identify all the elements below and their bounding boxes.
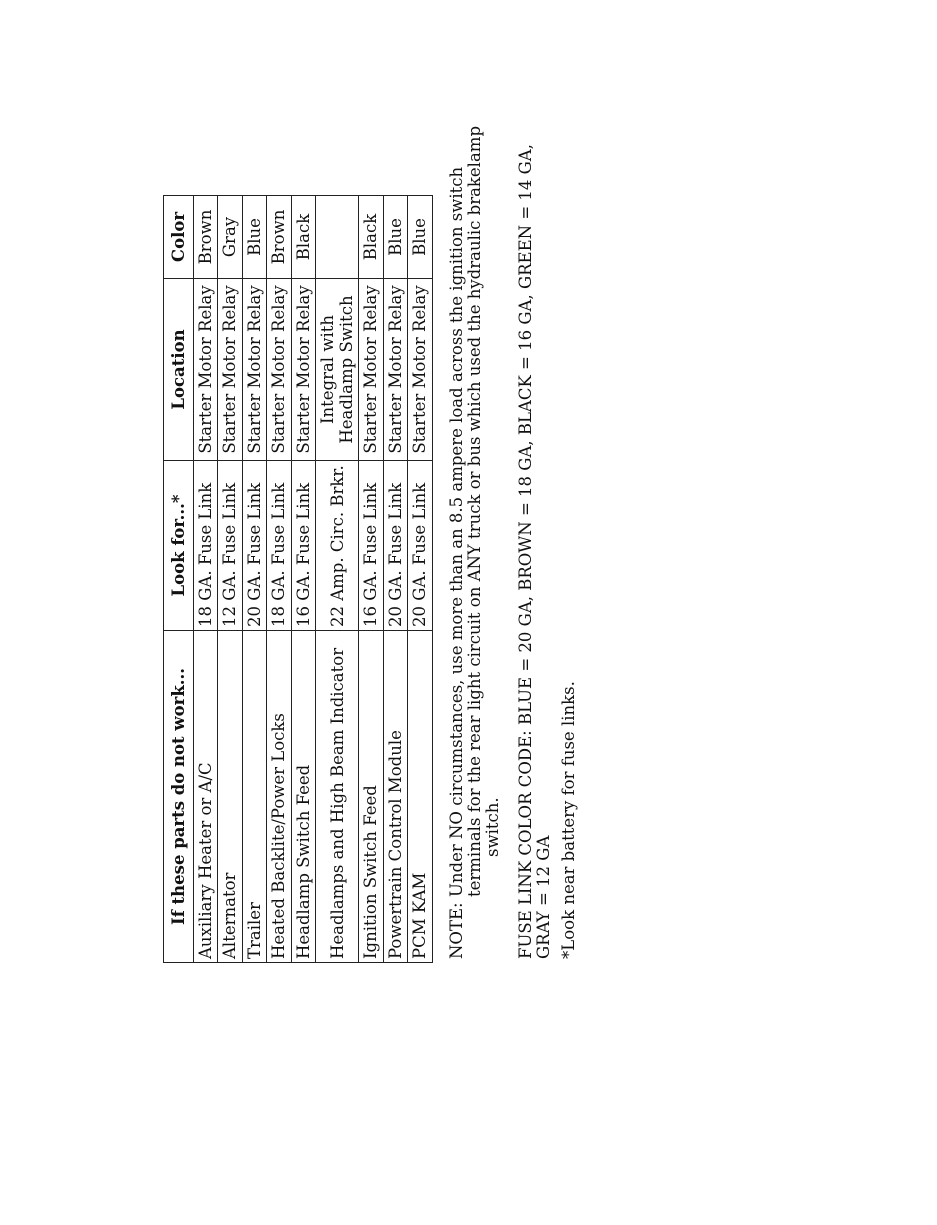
fuse-code-line: FUSE LINK COLOR CODE: BLUE = 20 GA, BROWN = 18 GA, BLACK = 16 GA, GREEN = 14 GA, xyxy=(516,144,536,959)
location-cell: Starter Motor Relay xyxy=(359,279,383,461)
look-for-cell: 20 GA. Fuse Link xyxy=(408,461,432,631)
header-parts: If these parts do not work... xyxy=(164,631,194,963)
color-cell: Blue xyxy=(383,196,407,279)
note-line: Under NO circumstances, use more than an 8.5 ampere load across the ignition switch xyxy=(447,166,466,897)
table-row xyxy=(383,196,407,963)
notes-section xyxy=(448,99,578,959)
ignition-note xyxy=(448,99,501,959)
part-cell: Powertrain Control Module xyxy=(383,631,407,963)
part-cell: Headlamps and High Beam Indicator xyxy=(316,631,359,963)
table-header-row xyxy=(164,196,194,963)
header-look-for: Look for...* xyxy=(164,461,194,631)
location-cell: Starter Motor Relay xyxy=(242,279,266,461)
table-row xyxy=(242,196,266,963)
header-color: Color xyxy=(164,196,194,279)
color-cell: Blue xyxy=(242,196,266,279)
part-cell: Heated Backlite/Power Locks xyxy=(267,631,291,963)
part-cell: Alternator xyxy=(218,631,242,963)
fuse-code-line: GRAY = 12 GA xyxy=(534,835,554,959)
header-location: Location xyxy=(164,279,194,461)
table-row xyxy=(267,196,291,963)
look-for-cell: 16 GA. Fuse Link xyxy=(359,461,383,631)
look-for-cell: 18 GA. Fuse Link xyxy=(267,461,291,631)
look-for-cell: 12 GA. Fuse Link xyxy=(218,461,242,631)
note-label: NOTE: xyxy=(447,902,466,959)
part-cell: PCM KAM xyxy=(408,631,432,963)
table-row xyxy=(291,196,315,963)
battery-footnote: *Look near battery for fuse links. xyxy=(559,681,579,959)
location-cell: Starter Motor Relay xyxy=(194,279,218,461)
look-for-cell: 20 GA. Fuse Link xyxy=(383,461,407,631)
part-cell: Trailer xyxy=(242,631,266,963)
table-body xyxy=(194,196,433,963)
look-for-cell: 20 GA. Fuse Link xyxy=(242,461,266,631)
note-line: switch. xyxy=(482,797,502,857)
look-for-cell: 18 GA. Fuse Link xyxy=(194,461,218,631)
fuse-link-table xyxy=(163,195,433,963)
color-cell: Blue xyxy=(408,196,432,279)
location-cell: Integral with Headlamp Switch xyxy=(316,279,359,461)
table-row xyxy=(194,196,218,963)
table-row xyxy=(316,196,359,963)
look-for-cell: 22 Amp. Circ. Brkr. xyxy=(316,461,359,631)
location-cell: Starter Motor Relay xyxy=(408,279,432,461)
fuse-link-color-code xyxy=(517,99,553,959)
color-cell: Black xyxy=(359,196,383,279)
part-cell: Headlamp Switch Feed xyxy=(291,631,315,963)
note-line: terminals for the rear light circuit on ANY truck or bus which used the hydraulic brakelamp xyxy=(464,125,484,897)
table-row xyxy=(359,196,383,963)
color-cell: Brown xyxy=(267,196,291,279)
location-cell: Starter Motor Relay xyxy=(267,279,291,461)
table-row xyxy=(218,196,242,963)
color-cell: Black xyxy=(291,196,315,279)
location-cell: Starter Motor Relay xyxy=(218,279,242,461)
color-cell: Gray xyxy=(218,196,242,279)
location-cell: Starter Motor Relay xyxy=(383,279,407,461)
part-cell: Auxiliary Heater or A/C xyxy=(194,631,218,963)
color-cell: Brown xyxy=(194,196,218,279)
color-cell xyxy=(316,196,359,279)
location-cell: Starter Motor Relay xyxy=(291,279,315,461)
part-cell: Ignition Switch Feed xyxy=(359,631,383,963)
look-for-cell: 16 GA. Fuse Link xyxy=(291,461,315,631)
table-row xyxy=(408,196,432,963)
